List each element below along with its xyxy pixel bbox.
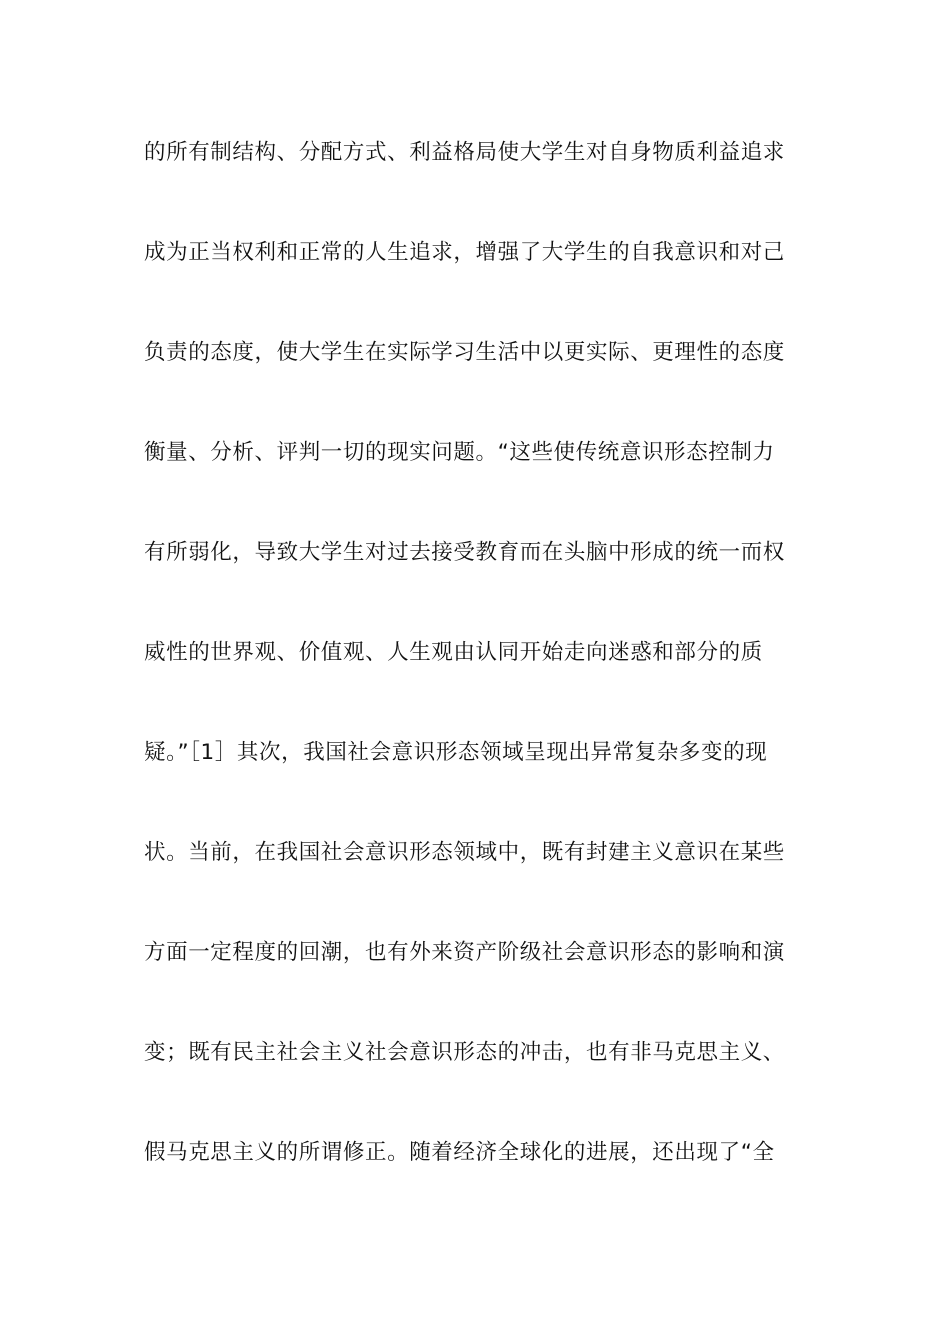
text-line: 的所有制结构、分配方式、利益格局使大学生对自身物质利益追求 bbox=[144, 140, 785, 165]
text-line: 威性的世界观、价值观、人生观由认同开始走向迷惑和部分的质 bbox=[144, 640, 763, 665]
text-line: 成为正当权利和正常的人生追求，增强了大学生的自我意识和对己 bbox=[144, 240, 785, 265]
text-line: 衡量、分析、评判一切的现实问题。“这些使传统意识形态控制力 bbox=[144, 440, 775, 465]
body-text bbox=[144, 131, 824, 1231]
text-line: 负责的态度，使大学生在实际学习生活中以更实际、更理性的态度 bbox=[144, 340, 785, 365]
text-line: 有所弱化，导致大学生对过去接受教育而在头脑中形成的统一而权 bbox=[144, 540, 785, 565]
text-line: 疑。”［1］其次，我国社会意识形态领域呈现出异常复杂多变的现 bbox=[144, 740, 768, 765]
text-line: 变；既有民主社会主义社会意识形态的冲击，也有非马克思主义、 bbox=[144, 1040, 785, 1065]
text-line: 方面一定程度的回潮，也有外来资产阶级社会意识形态的影响和演 bbox=[144, 940, 785, 965]
text-line: 状。当前，在我国社会意识形态领域中，既有封建主义意识在某些 bbox=[144, 840, 785, 865]
text-line: 假马克思主义的所谓修正。随着经济全球化的进展，还出现了“全 bbox=[144, 1140, 775, 1165]
